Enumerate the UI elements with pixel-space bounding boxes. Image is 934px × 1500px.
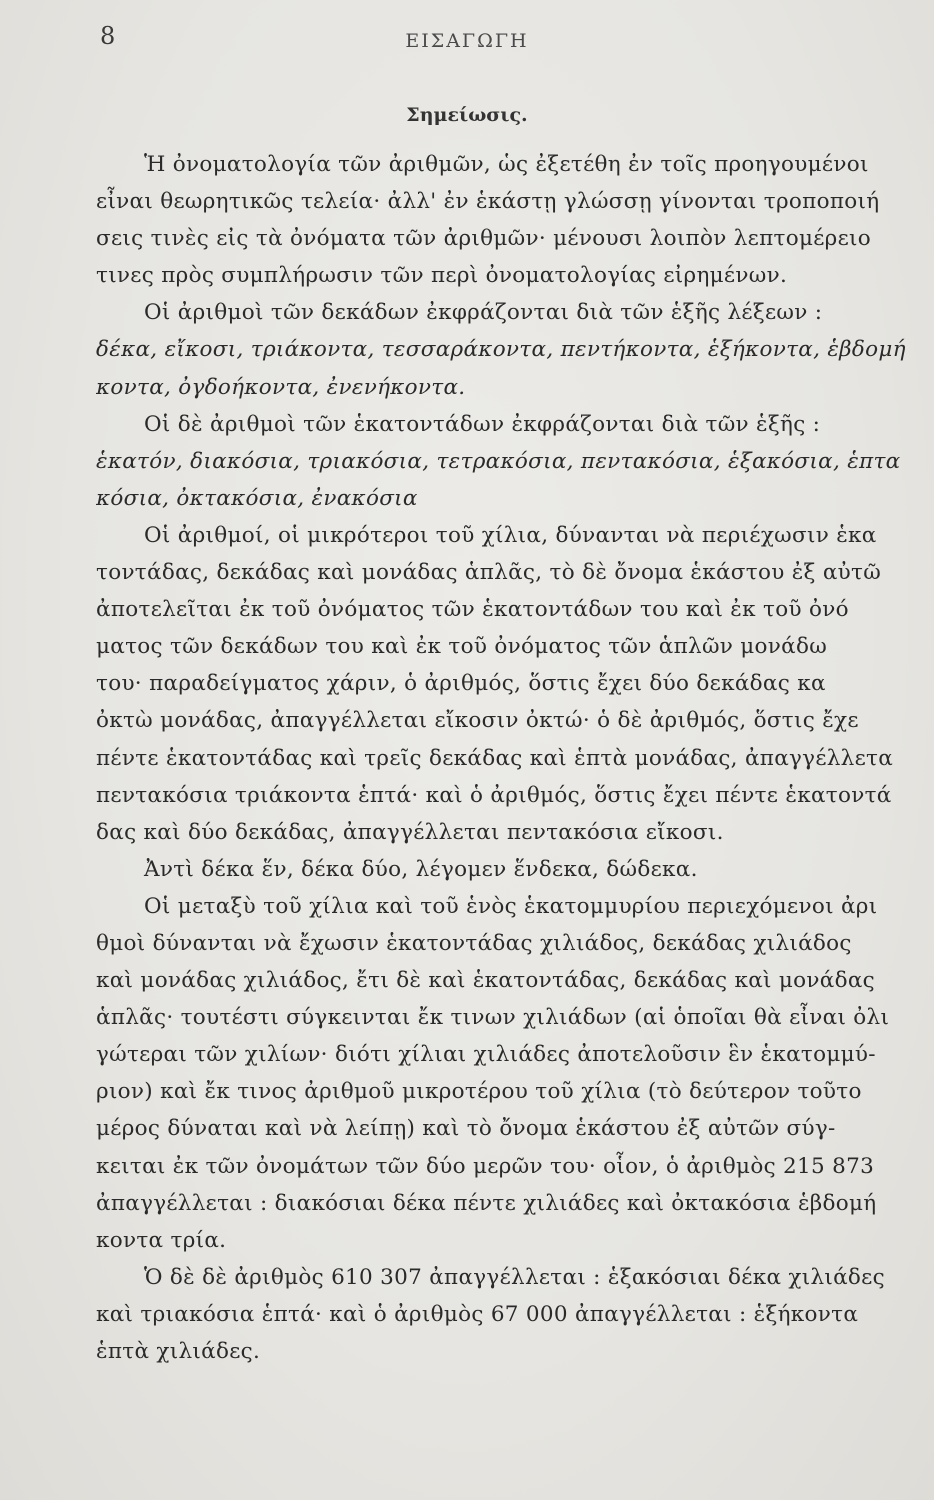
text-line: κοντα, ὀγδοήκοντα, ἐνενήκοντα. bbox=[96, 374, 466, 400]
text-line: τινες πρὸς συμπλήρωσιν τῶν περὶ ὀνοματολογίας εἰρημένων. bbox=[96, 263, 788, 289]
body-text bbox=[96, 146, 932, 1446]
page-number: 8 bbox=[100, 22, 116, 50]
text-line: ἑκατόν, διακόσια, τριακόσια, τετρακόσια, πεντακόσια, ἑξακόσια, ἑπτα bbox=[96, 448, 901, 474]
text-line: Ὁ δὲ δὲ ἀριθμὸς 610 307 ἀπαγγέλλεται : ἑξακόσιαι δέκα χιλιάδες bbox=[144, 1264, 885, 1290]
text-line: Ἀντὶ δέκα ἕν, δέκα δύο, λέγομεν ἕνδεκα, δώδεκα. bbox=[144, 856, 698, 882]
text-line: κειται ἐκ τῶν ὀνομάτων τῶν δύο μερῶν του· οἷον, ὁ ἀριθμὸς 215 873 bbox=[96, 1153, 875, 1179]
text-line: ματος τῶν δεκάδων του καὶ ἐκ τοῦ ὀνόματος τῶν ἁπλῶν μονάδω bbox=[96, 634, 828, 660]
text-line: πεντακόσια τριάκοντα ἑπτά· καὶ ὁ ἀριθμός, ὅστις ἔχει πέντε ἑκατοντά bbox=[96, 782, 892, 808]
text-line: ὀκτὼ μονάδας, ἀπαγγέλλεται εἴκοσιν ὀκτώ· ὁ δὲ ἀριθμός, ὅστις ἔχε bbox=[96, 708, 859, 734]
text-line: ἁπλᾶς· τουτέστι σύγκεινται ἔκ τινων χιλιάδων (αἱ ὁποῖαι θὰ εἶναι ὀλι bbox=[96, 1005, 890, 1031]
running-head: ΕΙΣΑΓΩΓΗ bbox=[405, 30, 529, 52]
text-line: εἶναι θεωρητικῶς τελεία· ἀλλ' ἐν ἑκάστῃ γλώσσῃ γίνονται τροποποιή bbox=[96, 189, 880, 215]
text-line: γώτεραι τῶν χιλίων· διότι χίλιαι χιλιάδες ἀποτελοῦσιν ἓν ἑκατομμύ- bbox=[96, 1042, 876, 1068]
text-line: σεις τινὲς εἰς τὰ ὀνόματα τῶν ἀριθμῶν· μένουσι λοιπὸν λεπτομέρειο bbox=[96, 226, 872, 252]
text-line: καὶ μονάδας χιλιάδος, ἔτι δὲ καὶ ἑκατοντάδας, δεκάδας καὶ μονάδας bbox=[96, 968, 876, 994]
text-line: ἀπαγγέλλεται : διακόσιαι δέκα πέντε χιλιάδες καὶ ὀκτακόσια ἑβδομή bbox=[96, 1190, 877, 1216]
text-line: Οἱ δὲ ἀριθμοὶ τῶν ἑκατοντάδων ἐκφράζονται διὰ τῶν ἑξῆς : bbox=[144, 411, 821, 437]
text-line: καὶ τριακόσια ἑπτά· καὶ ὁ ἀριθμὸς 67 000 ἀπαγγέλλεται : ἑξήκοντα bbox=[96, 1301, 859, 1327]
text-line: ἀποτελεῖται ἐκ τοῦ ὀνόματος τῶν ἑκατοντάδων του καὶ ἐκ τοῦ ὀνό bbox=[96, 597, 849, 623]
text-line: ριον) καὶ ἔκ τινος ἀριθμοῦ μικροτέρου τοῦ χίλια (τὸ δεύτερον τοῦτο bbox=[96, 1079, 862, 1105]
text-line: του· παραδείγματος χάριν, ὁ ἀριθμός, ὅστις ἔχει δύο δεκάδας κα bbox=[96, 671, 826, 697]
text-line: κόσια, ὀκτακόσια, ἐνακόσια bbox=[96, 485, 418, 511]
text-line: Οἱ μεταξὺ τοῦ χίλια καὶ τοῦ ἑνὸς ἑκατομμυρίου περιεχόμενοι ἀρι bbox=[144, 893, 878, 919]
text-line: Ἡ ὀνοματολογία τῶν ἀριθμῶν, ὡς ἐξετέθη ἐν τοῖς προηγουμένοι bbox=[144, 152, 869, 177]
text-line: δέκα, εἴκοσι, τριάκοντα, τεσσαράκοντα, πεντήκοντα, ἑξήκοντα, ἑβδομή bbox=[96, 337, 906, 363]
text-line: Οἱ ἀριθμοί, οἱ μικρότεροι τοῦ χίλια, δύνανται νὰ περιέχωσιν ἑκα bbox=[144, 522, 877, 548]
text-line: ἑπτὰ χιλιάδες. bbox=[96, 1339, 261, 1364]
section-title: Σημείωσις. bbox=[406, 104, 528, 126]
text-line: μέρος δύναται καὶ νὰ λείπῃ) καὶ τὸ ὄνομα ἑκάστου ἐξ αὐτῶν σύγ- bbox=[96, 1116, 836, 1142]
text-line: πέντε ἑκατοντάδας καὶ τρεῖς δεκάδας καὶ ἑπτὰ μονάδας, ἀπαγγέλλετα bbox=[96, 745, 894, 771]
text-line: Οἱ ἀριθμοὶ τῶν δεκάδων ἐκφράζονται διὰ τῶν ἑξῆς λέξεων : bbox=[144, 300, 823, 326]
text-line: κοντα τρία. bbox=[96, 1227, 227, 1253]
text-line: τοντάδας, δεκάδας καὶ μονάδας ἁπλᾶς, τὸ δὲ ὄνομα ἑκάστου ἐξ αὐτῶ bbox=[96, 560, 882, 586]
text-line: δας καὶ δύο δεκάδας, ἀπαγγέλλεται πεντακόσια εἴκοσι. bbox=[96, 819, 724, 845]
text-line: θμοὶ δύνανται νὰ ἔχωσιν ἑκατοντάδας χιλιάδος, δεκάδας χιλιάδος bbox=[96, 930, 852, 956]
